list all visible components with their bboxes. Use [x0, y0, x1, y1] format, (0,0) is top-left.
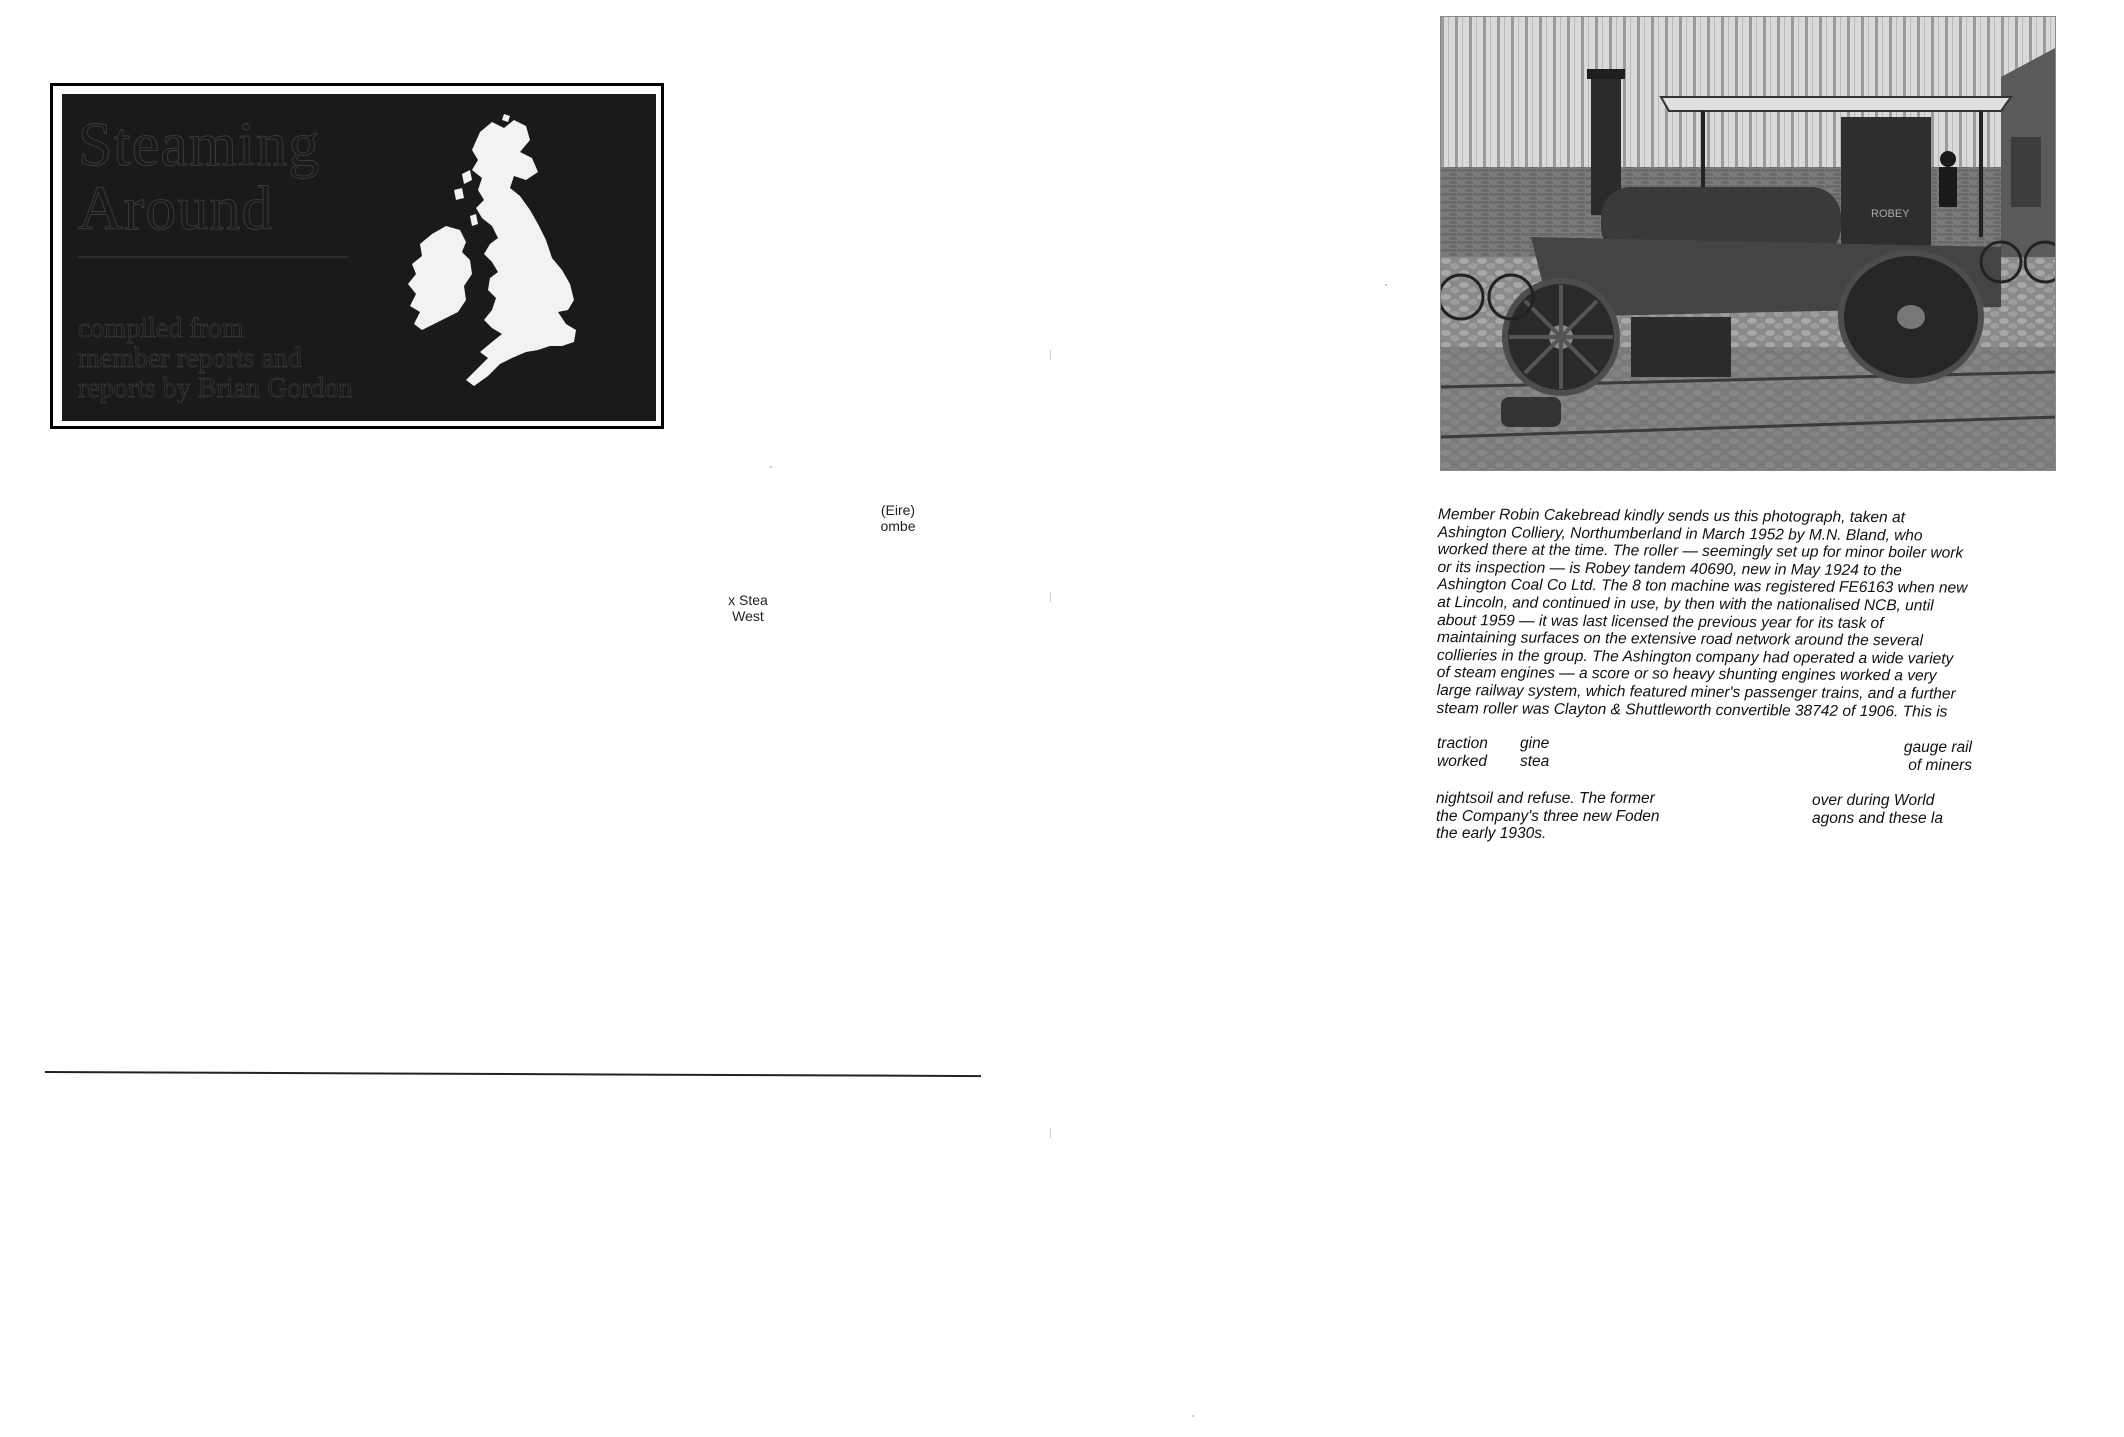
- caption-fragment-line: the Company's three new Foden: [1436, 807, 1660, 825]
- page-speck: [1192, 1415, 1194, 1417]
- caption-line: Ashington Colliery, Northumberland in March 1952 by M.N. Bland, who: [1437, 523, 1923, 544]
- caption-fragment: [1436, 790, 1660, 843]
- caption-line: about 1959 — it was last licensed the previous year for its task of: [1437, 611, 1884, 632]
- caption-fragment-line: of miners: [1908, 756, 1972, 774]
- caption-fragment: [1520, 735, 1549, 770]
- caption-line: large railway system, which featured miner's passenger trains, and a further: [1436, 681, 1956, 703]
- caption-fragment-line: stea: [1520, 752, 1550, 770]
- banner-divider: [78, 256, 348, 258]
- roller-plate-label: ROBEY: [1871, 208, 1910, 220]
- british-isles-map-icon: [392, 114, 642, 404]
- caption-line: steam roller was Clayton & Shuttleworth convertible 38742 of 1906. This is: [1436, 699, 1948, 721]
- banner: [62, 94, 656, 421]
- margin-note-west: [716, 592, 780, 624]
- caption-fragment-line: worked: [1437, 752, 1487, 770]
- caption-line: collieries in the group. The Ashington company had operated a wide variety: [1436, 646, 1954, 668]
- caption-line: worked there at the time. The roller — seemingly set up for minor boiler work: [1437, 541, 1964, 562]
- steam-roller-photo: [1440, 16, 2056, 471]
- margin-note-west-line1: x Stea: [728, 592, 768, 608]
- margin-note-eire-line1: (Eire): [880, 502, 916, 518]
- caption-fragment-line: gauge rail: [1903, 739, 1972, 756]
- caption-line: maintaining surfaces on the extensive road network around the several: [1437, 629, 1924, 650]
- section-rule: [45, 1071, 981, 1077]
- page-speck: [770, 466, 772, 468]
- margin-note-eire: [866, 502, 930, 534]
- caption-fragment-line: nightsoil and refuse. The former: [1436, 790, 1655, 807]
- photo-caption: [1437, 506, 2058, 721]
- page-mark: [1050, 350, 1051, 360]
- caption-fragment-line: the early 1930s.: [1436, 825, 1547, 843]
- margin-note-west-line2: West: [732, 608, 764, 624]
- banner-title-line2: Around: [78, 175, 274, 243]
- caption-fragment-line: agons and these la: [1812, 809, 1943, 827]
- caption-line: of steam engines — a score or so heavy shunting engines worked a very: [1436, 664, 1937, 685]
- caption-line: Member Robin Cakebread kindly sends us this photograph, taken at: [1437, 506, 1905, 527]
- photo-image: [1441, 17, 2056, 471]
- page-speck: [1385, 284, 1387, 286]
- caption-fragment: [1812, 792, 1943, 827]
- caption-line: or its inspection — is Robey tandem 40690, new in May 1924 to the: [1437, 558, 1903, 580]
- page-mark: [1050, 592, 1051, 602]
- banner-subtitle-line3: reports by Brian Gordon: [78, 373, 353, 404]
- caption-fragment-line: gine: [1520, 735, 1550, 752]
- caption-line: at Lincoln, and continued in use, by then with the nationalised NCB, until: [1437, 593, 1934, 615]
- caption-fragment: [1437, 735, 1488, 770]
- banner-title-line1: Steaming: [78, 111, 321, 179]
- margin-note-eire-line2: ombe: [880, 518, 916, 534]
- caption-fragment: [1880, 739, 1972, 774]
- caption-fragment-line: traction: [1437, 735, 1488, 752]
- banner-subtitle-line1: compiled from: [78, 313, 244, 344]
- banner-subtitle-line2: member reports and: [78, 343, 302, 374]
- page-mark: [1050, 1128, 1051, 1138]
- caption-line: Ashington Coal Co Ltd. The 8 ton machine was registered FE6163 when new: [1437, 576, 1968, 598]
- caption-fragment-line: over during World: [1812, 792, 1935, 809]
